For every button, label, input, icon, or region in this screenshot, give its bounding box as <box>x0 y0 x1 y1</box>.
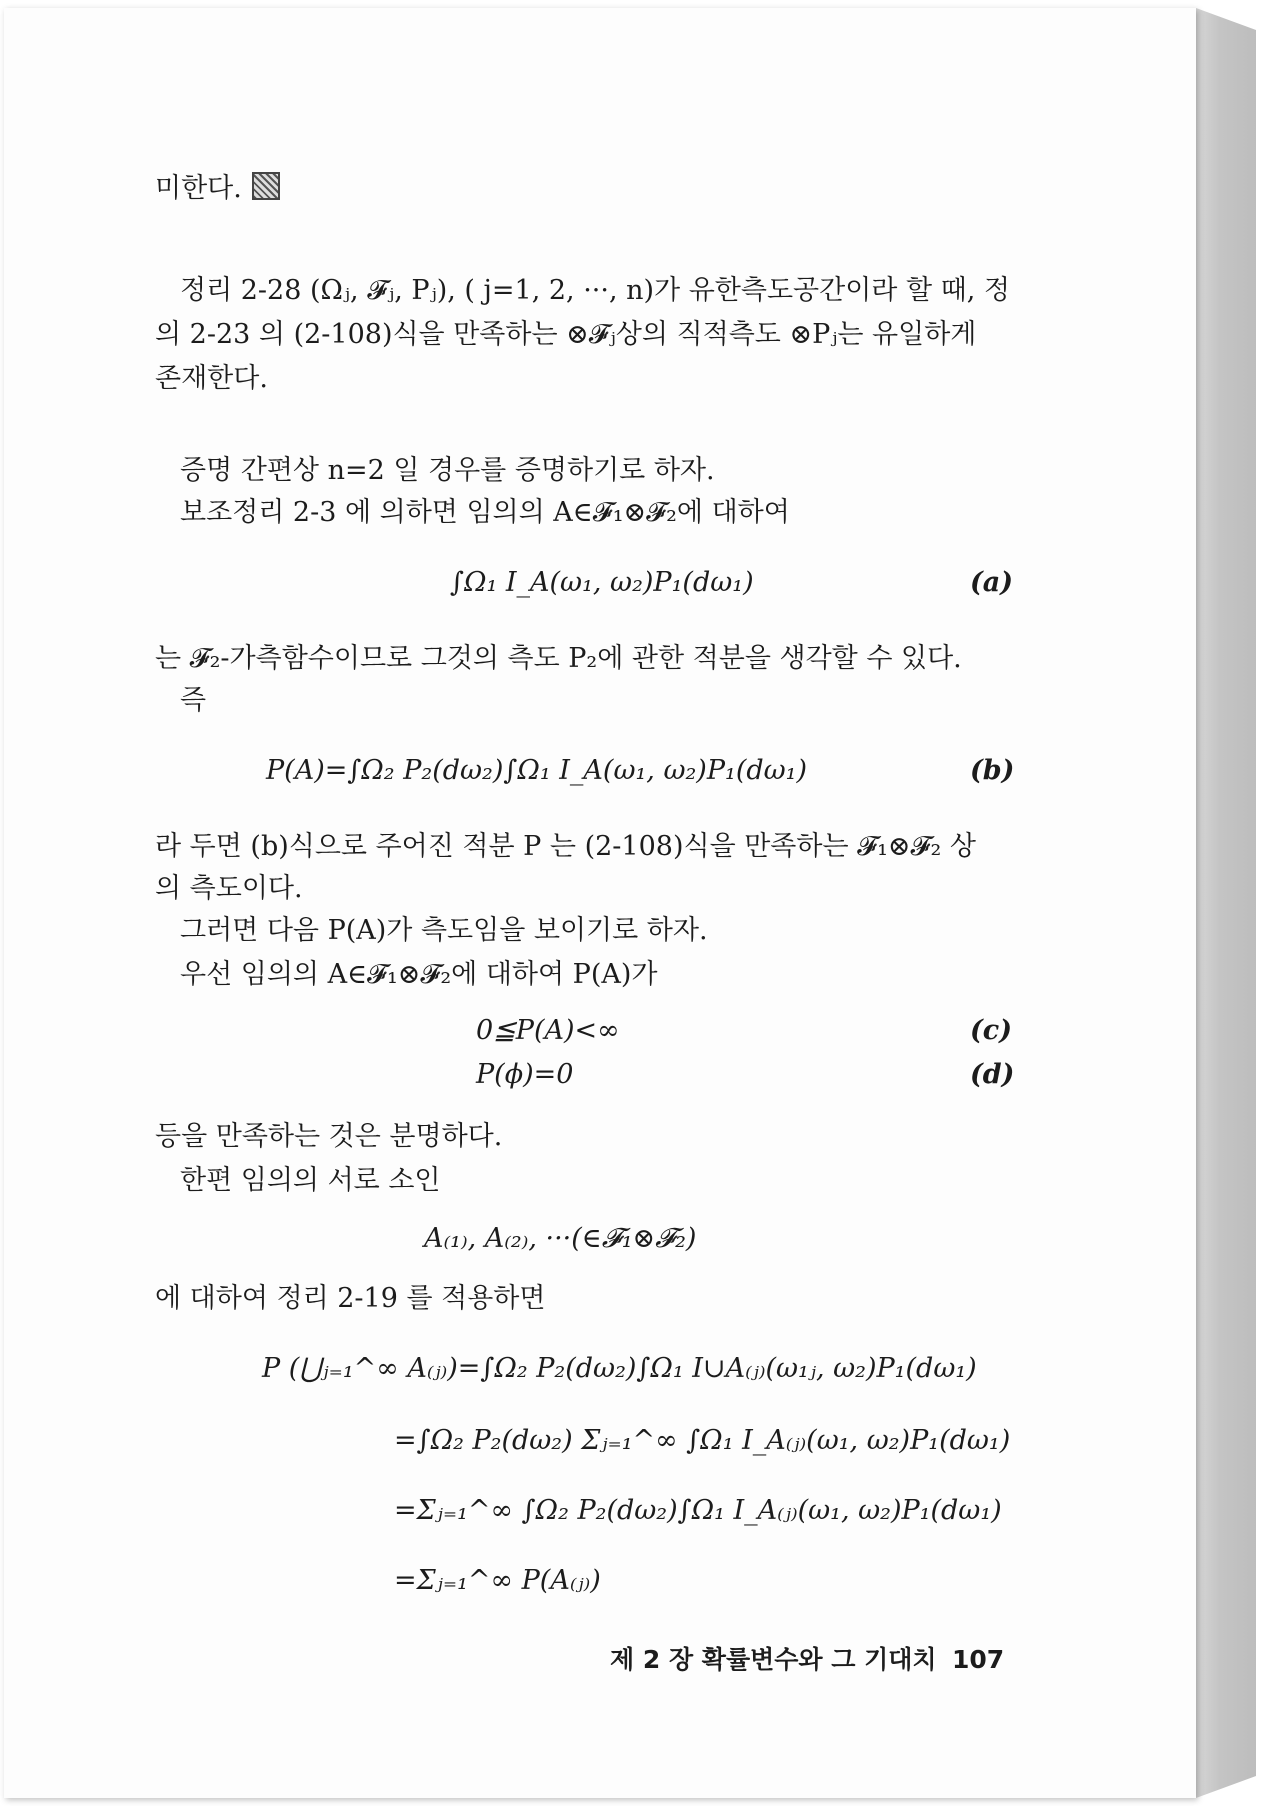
proof-line-4: 즉 <box>180 685 207 716</box>
proof-line-3: 는 𝓕₂-가측함수이므로 그것의 측도 P₂에 관한 적분을 생각할 수 있다. <box>155 643 962 674</box>
proof-line-5: 라 두면 (b)식으로 주어진 적분 P 는 (2-108)식을 만족하는 𝓕₁⊗𝓕₂ 상 <box>155 831 976 862</box>
equation-number-a: (a) <box>970 567 1014 598</box>
proof-line-2: 보조정리 2-3 에 의하면 임의의 A∈𝓕₁⊗𝓕₂에 대하여 <box>180 497 790 528</box>
book-page-stack-edge <box>1196 8 1256 1798</box>
equation-c: 0≦P(A)<∞ <box>476 1015 620 1046</box>
text-line-1: 미한다. <box>155 173 242 204</box>
equation-f-line-1: P (⋃ⱼ₌₁^∞ A₍ⱼ₎)=∫Ω₂ P₂(dω₂)∫Ω₁ I∪A₍ⱼ₎(ω₁ⱼ, ω₂)P₁(dω₁) <box>262 1353 977 1384</box>
equation-e: A₍₁₎, A₍₂₎, ···(∈𝓕₁⊗𝓕₂) <box>424 1223 697 1254</box>
proof-line-10: 한편 임의의 서로 소인 <box>180 1165 441 1196</box>
equation-f-line-4: =Σⱼ₌₁^∞ P(A₍ⱼ₎) <box>394 1565 601 1596</box>
equation-b: P(A)=∫Ω₂ P₂(dω₂)∫Ω₁ I_A(ω₁, ω₂)P₁(dω₁) <box>266 755 808 786</box>
proof-line-9: 등을 만족하는 것은 분명하다. <box>155 1121 503 1152</box>
proof-line-1: 증명 간편상 n=2 일 경우를 증명하기로 하자. <box>180 455 715 486</box>
proof-line-6: 의 측도이다. <box>155 873 303 904</box>
equation-d: P(ϕ)=0 <box>476 1059 574 1090</box>
equation-f-line-2: =∫Ω₂ P₂(dω₂) Σⱼ₌₁^∞ ∫Ω₁ I_A₍ⱼ₎(ω₁, ω₂)P₁(dω₁) <box>394 1425 1011 1456</box>
proof-line-11: 에 대하여 정리 2-19 를 적용하면 <box>155 1283 546 1314</box>
proof-line-7: 그러면 다음 P(A)가 측도임을 보이기로 하자. <box>180 915 708 946</box>
theorem-2-28-line-1: 정리 2-28 (Ωⱼ, 𝓕ⱼ, Pⱼ), ( j=1, 2, ···, n)가 유한측도공간이라 할 때, 정 <box>180 275 1010 306</box>
equation-number-b: (b) <box>970 755 1015 786</box>
document-page <box>4 8 1196 1798</box>
page-number: 107 <box>952 1645 1005 1674</box>
equation-number-d: (d) <box>970 1059 1015 1090</box>
theorem-2-28-line-3: 존재한다. <box>155 363 268 394</box>
equation-a: ∫Ω₁ I_A(ω₁, ω₂)P₁(dω₁) <box>450 567 754 598</box>
qed-box-icon <box>252 172 280 200</box>
running-footer-chapter: 제 2 장 확률변수와 그 기대치 <box>610 1645 937 1674</box>
equation-f-line-3: =Σⱼ₌₁^∞ ∫Ω₂ P₂(dω₂)∫Ω₁ I_A₍ⱼ₎(ω₁, ω₂)P₁(dω₁) <box>394 1495 1002 1526</box>
theorem-2-28-line-2: 의 2-23 의 (2-108)식을 만족하는 ⊗𝓕ⱼ상의 직적측도 ⊗Pⱼ는 유일하게 <box>155 319 977 350</box>
equation-number-c: (c) <box>970 1015 1012 1046</box>
proof-line-8: 우선 임의의 A∈𝓕₁⊗𝓕₂에 대하여 P(A)가 <box>180 959 658 990</box>
